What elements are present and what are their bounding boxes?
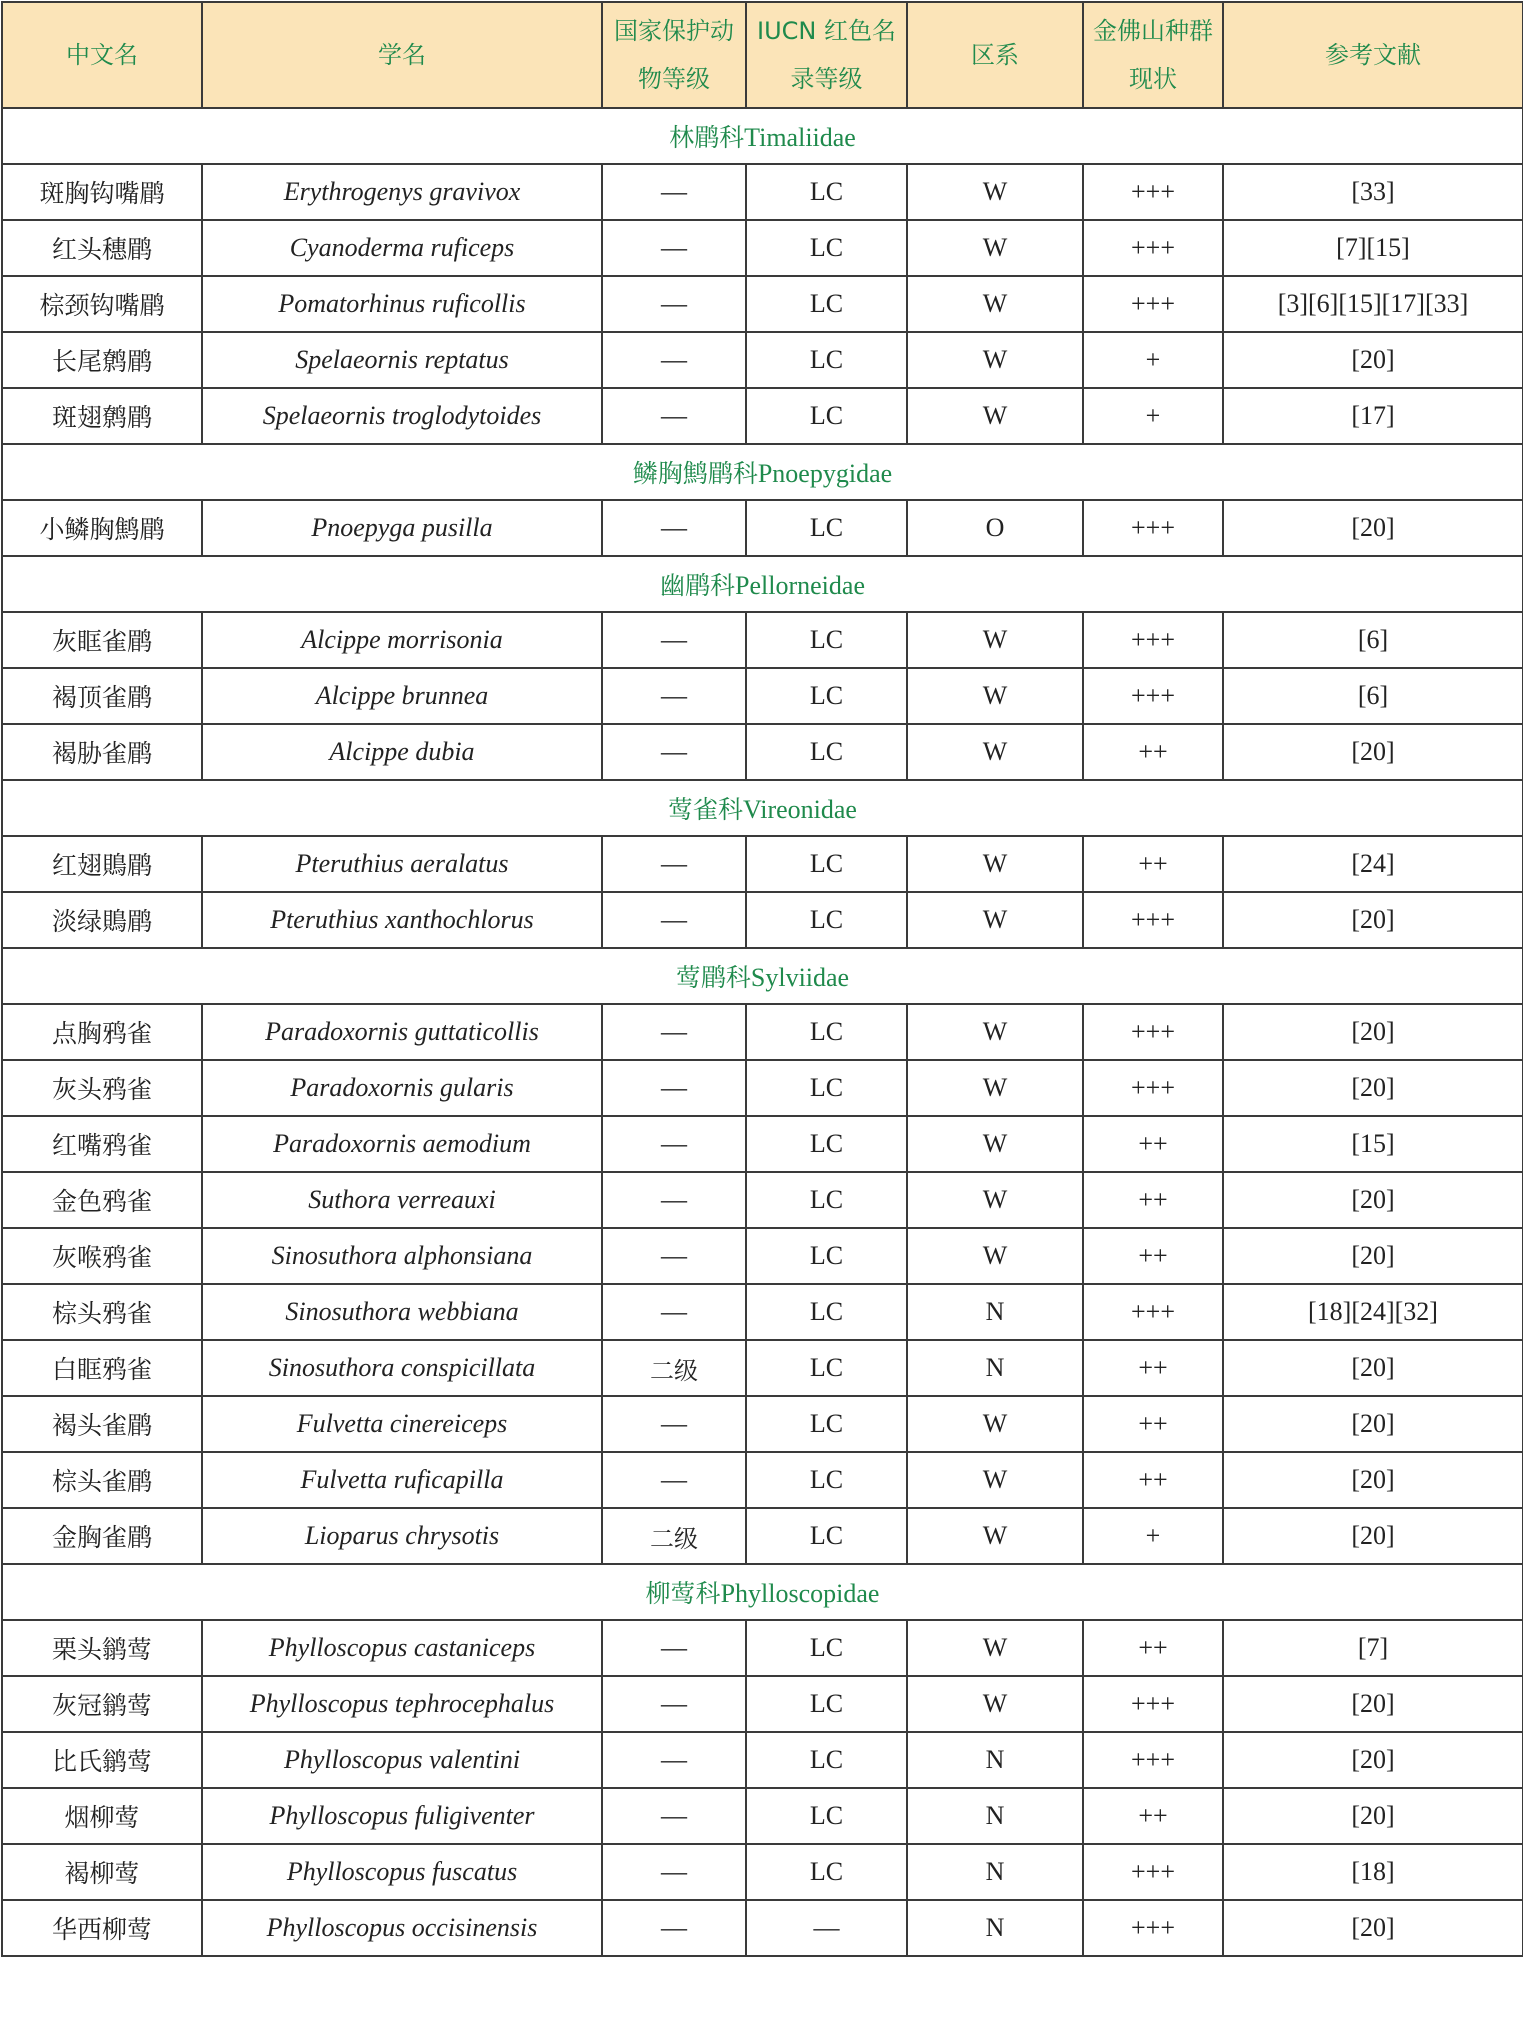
- population-status-cell: +++: [1083, 276, 1223, 332]
- table-row: [2, 276, 1523, 332]
- chinese-name-cell: 棕头雀鹛: [2, 1452, 202, 1508]
- scientific-name-cell: Paradoxornis guttaticollis: [202, 1004, 602, 1060]
- iucn-status-cell: LC: [746, 1620, 907, 1676]
- header-population-status: 金佛山种群现状: [1083, 2, 1223, 108]
- iucn-status-cell: LC: [746, 1060, 907, 1116]
- chinese-name-cell: 灰眶雀鹛: [2, 612, 202, 668]
- scientific-name-cell: Cyanoderma ruficeps: [202, 220, 602, 276]
- scientific-name-cell: Alcippe brunnea: [202, 668, 602, 724]
- population-status-cell: +++: [1083, 1060, 1223, 1116]
- population-status-cell: +++: [1083, 1676, 1223, 1732]
- scientific-name-cell: Alcippe morrisonia: [202, 612, 602, 668]
- population-status-cell: ++: [1083, 1172, 1223, 1228]
- chinese-name-cell: 红头穗鹛: [2, 220, 202, 276]
- fauna-type-cell: W: [907, 1116, 1083, 1172]
- fauna-type-cell: N: [907, 1284, 1083, 1340]
- fauna-type-cell: W: [907, 612, 1083, 668]
- chinese-name-cell: 灰头鸦雀: [2, 1060, 202, 1116]
- scientific-name-cell: Phylloscopus occisinensis: [202, 1900, 602, 1956]
- table-row: [2, 1452, 1523, 1508]
- reference-cell: [3][6][15][17][33]: [1223, 276, 1523, 332]
- protection-level-cell: —: [602, 332, 746, 388]
- population-status-cell: +++: [1083, 1004, 1223, 1060]
- iucn-status-cell: LC: [746, 612, 907, 668]
- table-row: [2, 164, 1523, 220]
- iucn-status-cell: LC: [746, 1284, 907, 1340]
- reference-cell: [20]: [1223, 1788, 1523, 1844]
- population-status-cell: +++: [1083, 668, 1223, 724]
- family-heading: [2, 1564, 1523, 1620]
- fauna-type-cell: W: [907, 1620, 1083, 1676]
- protection-level-cell: —: [602, 1004, 746, 1060]
- reference-cell: [20]: [1223, 1732, 1523, 1788]
- reference-cell: [20]: [1223, 500, 1523, 556]
- reference-cell: [20]: [1223, 1900, 1523, 1956]
- table-row: [2, 836, 1523, 892]
- scientific-name-cell: Pteruthius xanthochlorus: [202, 892, 602, 948]
- iucn-status-cell: LC: [746, 220, 907, 276]
- fauna-type-cell: W: [907, 668, 1083, 724]
- population-status-cell: ++: [1083, 1116, 1223, 1172]
- family-row: [2, 556, 1523, 612]
- iucn-status-cell: LC: [746, 1004, 907, 1060]
- header-chinese-name: 中文名: [2, 2, 202, 108]
- reference-cell: [7]: [1223, 1620, 1523, 1676]
- family-latin-name: Vireonidae: [743, 795, 857, 824]
- fauna-type-cell: N: [907, 1732, 1083, 1788]
- family-chinese-name: 柳莺科: [645, 1579, 721, 1608]
- chinese-name-cell: 褐胁雀鹛: [2, 724, 202, 780]
- reference-cell: [33]: [1223, 164, 1523, 220]
- population-status-cell: +: [1083, 1508, 1223, 1564]
- protection-level-cell: —: [602, 1900, 746, 1956]
- population-status-cell: +++: [1083, 1284, 1223, 1340]
- iucn-status-cell: LC: [746, 1844, 907, 1900]
- protection-level-cell: —: [602, 220, 746, 276]
- family-chinese-name: 莺鹛科: [675, 963, 751, 992]
- iucn-status-cell: LC: [746, 892, 907, 948]
- header-national-protection: 国家保护动物等级: [602, 2, 746, 108]
- chinese-name-cell: 金色鸦雀: [2, 1172, 202, 1228]
- reference-cell: [18][24][32]: [1223, 1284, 1523, 1340]
- scientific-name-cell: Spelaeornis troglodytoides: [202, 388, 602, 444]
- fauna-type-cell: W: [907, 892, 1083, 948]
- family-row: [2, 1564, 1523, 1620]
- table-row: [2, 1900, 1523, 1956]
- family-latin-name: Timaliidae: [744, 123, 856, 152]
- family-heading: [2, 556, 1523, 612]
- reference-cell: [6]: [1223, 668, 1523, 724]
- family-heading: [2, 948, 1523, 1004]
- scientific-name-cell: Phylloscopus valentini: [202, 1732, 602, 1788]
- fauna-type-cell: W: [907, 836, 1083, 892]
- protection-level-cell: —: [602, 668, 746, 724]
- family-row: [2, 948, 1523, 1004]
- protection-level-cell: —: [602, 1844, 746, 1900]
- scientific-name-cell: Phylloscopus fuligiventer: [202, 1788, 602, 1844]
- population-status-cell: +++: [1083, 164, 1223, 220]
- chinese-name-cell: 红嘴鸦雀: [2, 1116, 202, 1172]
- iucn-status-cell: LC: [746, 668, 907, 724]
- fauna-type-cell: O: [907, 500, 1083, 556]
- protection-level-cell: —: [602, 276, 746, 332]
- iucn-status-cell: —: [746, 1900, 907, 1956]
- family-latin-name: Sylviidae: [750, 963, 850, 992]
- family-latin-name: Pellorneidae: [735, 571, 865, 600]
- fauna-type-cell: N: [907, 1844, 1083, 1900]
- population-status-cell: +++: [1083, 500, 1223, 556]
- scientific-name-cell: Phylloscopus fuscatus: [202, 1844, 602, 1900]
- chinese-name-cell: 灰喉鸦雀: [2, 1228, 202, 1284]
- reference-cell: [20]: [1223, 1060, 1523, 1116]
- scientific-name-cell: Sinosuthora conspicillata: [202, 1340, 602, 1396]
- table-row: [2, 1508, 1523, 1564]
- population-status-cell: ++: [1083, 1340, 1223, 1396]
- table-row: [2, 1340, 1523, 1396]
- population-status-cell: +++: [1083, 220, 1223, 276]
- table-row: [2, 1844, 1523, 1900]
- iucn-status-cell: LC: [746, 1396, 907, 1452]
- family-heading: [2, 108, 1523, 164]
- fauna-type-cell: W: [907, 724, 1083, 780]
- protection-level-cell: —: [602, 612, 746, 668]
- header-scientific-name: 学名: [202, 2, 602, 108]
- table-body: [2, 108, 1523, 1956]
- protection-level-cell: —: [602, 1788, 746, 1844]
- protection-level-cell: —: [602, 1676, 746, 1732]
- table-row: [2, 388, 1523, 444]
- scientific-name-cell: Sinosuthora webbiana: [202, 1284, 602, 1340]
- family-row: [2, 108, 1523, 164]
- chinese-name-cell: 褐顶雀鹛: [2, 668, 202, 724]
- fauna-type-cell: W: [907, 332, 1083, 388]
- family-heading: [2, 780, 1523, 836]
- header-iucn-red-list: IUCN 红色名录等级: [746, 2, 907, 108]
- header-fauna: 区系: [907, 2, 1083, 108]
- family-chinese-name: 莺雀科: [668, 795, 744, 824]
- population-status-cell: ++: [1083, 1788, 1223, 1844]
- reference-cell: [20]: [1223, 892, 1523, 948]
- reference-cell: [20]: [1223, 1508, 1523, 1564]
- scientific-name-cell: Paradoxornis gularis: [202, 1060, 602, 1116]
- population-status-cell: +++: [1083, 1732, 1223, 1788]
- reference-cell: [18]: [1223, 1844, 1523, 1900]
- fauna-type-cell: W: [907, 1060, 1083, 1116]
- protection-level-cell: —: [602, 1620, 746, 1676]
- table-row: [2, 612, 1523, 668]
- header-row: [2, 2, 1523, 108]
- protection-level-cell: —: [602, 1452, 746, 1508]
- protection-level-cell: —: [602, 500, 746, 556]
- table-row: [2, 1732, 1523, 1788]
- scientific-name-cell: Pomatorhinus ruficollis: [202, 276, 602, 332]
- fauna-type-cell: W: [907, 1452, 1083, 1508]
- fauna-type-cell: N: [907, 1900, 1083, 1956]
- population-status-cell: +++: [1083, 612, 1223, 668]
- family-chinese-name: 林鹛科: [669, 123, 745, 152]
- iucn-status-cell: LC: [746, 388, 907, 444]
- chinese-name-cell: 红翅鵙鹛: [2, 836, 202, 892]
- protection-level-cell: —: [602, 1060, 746, 1116]
- table-row: [2, 1060, 1523, 1116]
- table-row: [2, 668, 1523, 724]
- reference-cell: [17]: [1223, 388, 1523, 444]
- protection-level-cell: —: [602, 1172, 746, 1228]
- chinese-name-cell: 比氏鹟莺: [2, 1732, 202, 1788]
- reference-cell: [20]: [1223, 332, 1523, 388]
- iucn-status-cell: LC: [746, 1732, 907, 1788]
- chinese-name-cell: 棕头鸦雀: [2, 1284, 202, 1340]
- scientific-name-cell: Sinosuthora alphonsiana: [202, 1228, 602, 1284]
- fauna-type-cell: N: [907, 1788, 1083, 1844]
- family-chinese-name: 鳞胸鹪鹛科: [632, 459, 758, 488]
- table-row: [2, 1228, 1523, 1284]
- reference-cell: [24]: [1223, 836, 1523, 892]
- iucn-status-cell: LC: [746, 276, 907, 332]
- header-references: 参考文献: [1223, 2, 1523, 108]
- population-status-cell: ++: [1083, 1620, 1223, 1676]
- iucn-status-cell: LC: [746, 1676, 907, 1732]
- table-row: [2, 1116, 1523, 1172]
- scientific-name-cell: Pteruthius aeralatus: [202, 836, 602, 892]
- chinese-name-cell: 淡绿鵙鹛: [2, 892, 202, 948]
- iucn-status-cell: LC: [746, 1508, 907, 1564]
- scientific-name-cell: Paradoxornis aemodium: [202, 1116, 602, 1172]
- fauna-type-cell: W: [907, 1508, 1083, 1564]
- table-row: [2, 1004, 1523, 1060]
- fauna-type-cell: N: [907, 1340, 1083, 1396]
- reference-cell: [20]: [1223, 1676, 1523, 1732]
- chinese-name-cell: 斑翅鹩鹛: [2, 388, 202, 444]
- scientific-name-cell: Lioparus chrysotis: [202, 1508, 602, 1564]
- reference-cell: [20]: [1223, 724, 1523, 780]
- table-row: [2, 500, 1523, 556]
- reference-cell: [6]: [1223, 612, 1523, 668]
- scientific-name-cell: Phylloscopus tephrocephalus: [202, 1676, 602, 1732]
- population-status-cell: +: [1083, 388, 1223, 444]
- scientific-name-cell: Fulvetta ruficapilla: [202, 1452, 602, 1508]
- iucn-status-cell: LC: [746, 1340, 907, 1396]
- chinese-name-cell: 栗头鹟莺: [2, 1620, 202, 1676]
- population-status-cell: +++: [1083, 892, 1223, 948]
- family-latin-name: Phylloscopidae: [720, 1579, 880, 1608]
- scientific-name-cell: Pnoepyga pusilla: [202, 500, 602, 556]
- fauna-type-cell: W: [907, 388, 1083, 444]
- fauna-type-cell: W: [907, 164, 1083, 220]
- protection-level-cell: —: [602, 724, 746, 780]
- family-heading: [2, 444, 1523, 500]
- scientific-name-cell: Erythrogenys gravivox: [202, 164, 602, 220]
- iucn-status-cell: LC: [746, 1788, 907, 1844]
- population-status-cell: ++: [1083, 724, 1223, 780]
- family-row: [2, 780, 1523, 836]
- fauna-type-cell: W: [907, 276, 1083, 332]
- population-status-cell: ++: [1083, 836, 1223, 892]
- family-row: [2, 444, 1523, 500]
- table-row: [2, 332, 1523, 388]
- protection-level-cell: —: [602, 1396, 746, 1452]
- fauna-type-cell: W: [907, 1396, 1083, 1452]
- table-row: [2, 1788, 1523, 1844]
- chinese-name-cell: 灰冠鹟莺: [2, 1676, 202, 1732]
- chinese-name-cell: 金胸雀鹛: [2, 1508, 202, 1564]
- family-chinese-name: 幽鹛科: [660, 571, 736, 600]
- species-table: [1, 1, 1523, 1957]
- protection-level-cell: —: [602, 388, 746, 444]
- scientific-name-cell: Phylloscopus castaniceps: [202, 1620, 602, 1676]
- chinese-name-cell: 褐头雀鹛: [2, 1396, 202, 1452]
- protection-level-cell: —: [602, 1284, 746, 1340]
- reference-cell: [20]: [1223, 1452, 1523, 1508]
- fauna-type-cell: W: [907, 1228, 1083, 1284]
- chinese-name-cell: 长尾鹩鹛: [2, 332, 202, 388]
- chinese-name-cell: 褐柳莺: [2, 1844, 202, 1900]
- reference-cell: [15]: [1223, 1116, 1523, 1172]
- protection-level-cell: —: [602, 1116, 746, 1172]
- scientific-name-cell: Alcippe dubia: [202, 724, 602, 780]
- iucn-status-cell: LC: [746, 1172, 907, 1228]
- population-status-cell: +: [1083, 332, 1223, 388]
- fauna-type-cell: W: [907, 1676, 1083, 1732]
- population-status-cell: ++: [1083, 1228, 1223, 1284]
- iucn-status-cell: LC: [746, 1452, 907, 1508]
- fauna-type-cell: W: [907, 1004, 1083, 1060]
- iucn-status-cell: LC: [746, 164, 907, 220]
- protection-level-cell: —: [602, 164, 746, 220]
- table-row: [2, 724, 1523, 780]
- population-status-cell: ++: [1083, 1396, 1223, 1452]
- population-status-cell: +++: [1083, 1900, 1223, 1956]
- table-row: [2, 220, 1523, 276]
- reference-cell: [20]: [1223, 1396, 1523, 1452]
- iucn-status-cell: LC: [746, 500, 907, 556]
- protection-level-cell: —: [602, 892, 746, 948]
- chinese-name-cell: 斑胸钩嘴鹛: [2, 164, 202, 220]
- chinese-name-cell: 华西柳莺: [2, 1900, 202, 1956]
- table-row: [2, 892, 1523, 948]
- population-status-cell: ++: [1083, 1452, 1223, 1508]
- iucn-status-cell: LC: [746, 724, 907, 780]
- scientific-name-cell: Spelaeornis reptatus: [202, 332, 602, 388]
- table-row: [2, 1172, 1523, 1228]
- fauna-type-cell: W: [907, 220, 1083, 276]
- chinese-name-cell: 白眶鸦雀: [2, 1340, 202, 1396]
- iucn-status-cell: LC: [746, 1228, 907, 1284]
- scientific-name-cell: Suthora verreauxi: [202, 1172, 602, 1228]
- iucn-status-cell: LC: [746, 1116, 907, 1172]
- reference-cell: [20]: [1223, 1340, 1523, 1396]
- iucn-status-cell: LC: [746, 836, 907, 892]
- table-row: [2, 1284, 1523, 1340]
- reference-cell: [20]: [1223, 1228, 1523, 1284]
- chinese-name-cell: 点胸鸦雀: [2, 1004, 202, 1060]
- protection-level-cell: 二级: [602, 1340, 746, 1396]
- reference-cell: [20]: [1223, 1004, 1523, 1060]
- fauna-type-cell: W: [907, 1172, 1083, 1228]
- chinese-name-cell: 烟柳莺: [2, 1788, 202, 1844]
- family-latin-name: Pnoepygidae: [757, 459, 893, 488]
- protection-level-cell: 二级: [602, 1508, 746, 1564]
- table-row: [2, 1396, 1523, 1452]
- iucn-status-cell: LC: [746, 332, 907, 388]
- protection-level-cell: —: [602, 836, 746, 892]
- reference-cell: [20]: [1223, 1172, 1523, 1228]
- protection-level-cell: —: [602, 1732, 746, 1788]
- chinese-name-cell: 棕颈钩嘴鹛: [2, 276, 202, 332]
- chinese-name-cell: 小鳞胸鹪鹛: [2, 500, 202, 556]
- reference-cell: [7][15]: [1223, 220, 1523, 276]
- table-row: [2, 1676, 1523, 1732]
- population-status-cell: +++: [1083, 1844, 1223, 1900]
- protection-level-cell: —: [602, 1228, 746, 1284]
- scientific-name-cell: Fulvetta cinereiceps: [202, 1396, 602, 1452]
- table-row: [2, 1620, 1523, 1676]
